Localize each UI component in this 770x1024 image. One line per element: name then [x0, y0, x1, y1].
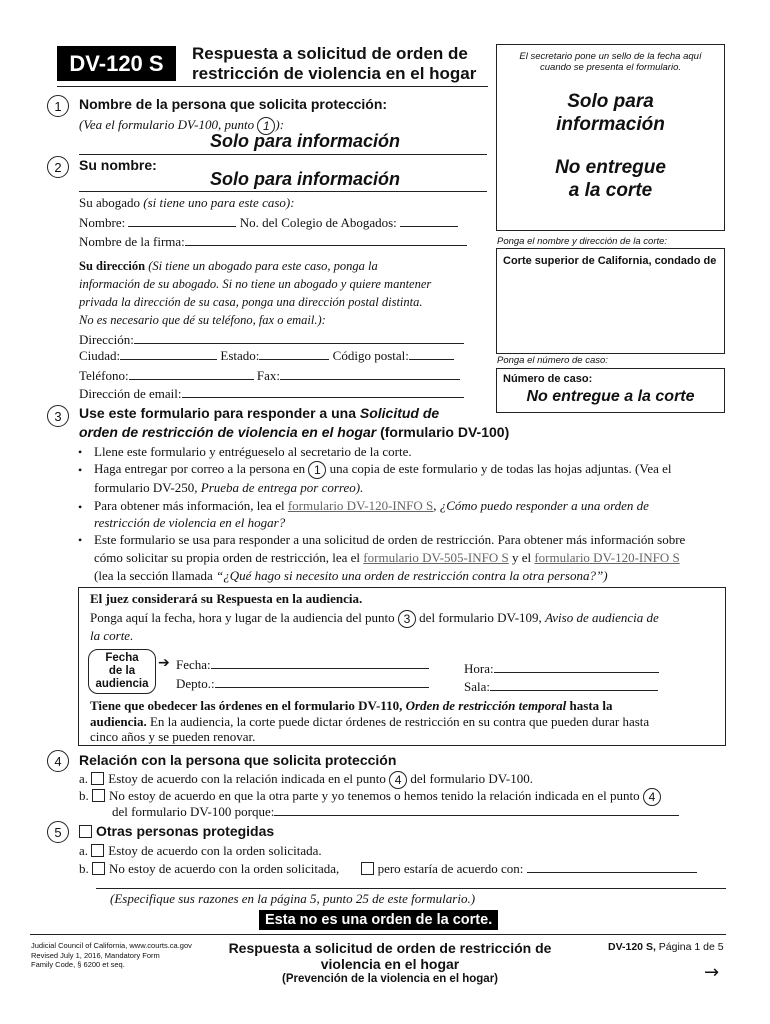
address-field[interactable] — [134, 343, 464, 344]
case-number-box[interactable] — [496, 368, 725, 413]
item-3-bullet-3-cont: restricción de violencia en el hogar? — [94, 515, 286, 530]
address-row: Dirección: — [79, 331, 464, 348]
item-3-title-line1: Use este formulario para responder a una Solicitud de — [79, 405, 440, 421]
form-title-line1: Respuesta a solicitud de orden de — [192, 44, 468, 63]
item-3-number: 3 — [47, 405, 69, 427]
item-4b-reason-field[interactable] — [274, 815, 679, 816]
item-3-bullet-4-cont: cómo solicitar su propia orden de restricción, lea el formulario DV-505-INFO S y el formulario DV-120-INFO S — [94, 550, 680, 565]
hearing-room-row: Sala: — [464, 678, 658, 695]
item-5-specify: (Especifique sus razones en la página 5, punto 25 de este formulario.) — [110, 891, 476, 906]
address-note-line2: información de su abogado. Si no tiene un abogado y quiere mantener — [79, 277, 432, 291]
item-3-bullet-4-cont2: (lea la sección llamada “¿Qué hago si necesito una orden de restricción contra la otra persona?”) — [94, 568, 608, 583]
court-box[interactable] — [496, 248, 725, 354]
case-box-label: Ponga el número de caso: — [497, 355, 608, 366]
item-5-checkbox[interactable] — [79, 825, 92, 838]
item-3-bullet-3: Para obtener más información, lea el formulario DV-120-INFO S, ¿Cómo puedo responder a una orden de — [94, 498, 649, 513]
item-4-title: Relación con la persona que solicita protección — [79, 752, 397, 768]
address-section-title: Su dirección (Si tiene un abogado para este caso, ponga la — [79, 259, 378, 273]
item-5-title: Otras personas protegidas — [79, 823, 274, 839]
city-field[interactable] — [120, 359, 217, 360]
dv-505-info-link[interactable]: formulario DV-505-INFO S — [363, 550, 509, 565]
arrow-icon: ➔ — [158, 655, 170, 671]
item-2-number: 2 — [47, 156, 69, 178]
firm-name-row: Nombre de la firma: — [79, 233, 467, 250]
hearing-box-line1: Ponga aquí la fecha, hora y lugar de la audiencia del punto 3 del formulario DV-109, Aviso de audiencia de — [90, 609, 659, 628]
clerk-stamp-box — [496, 44, 725, 231]
city-row: Ciudad: Estado: Código postal: — [79, 347, 454, 364]
item-1-value[interactable]: Solo para información — [210, 131, 401, 151]
item-1-number: 1 — [47, 95, 69, 117]
dv-120-info-link-2[interactable]: formulario DV-120-INFO S — [534, 550, 680, 565]
phone-row: Teléfono: Fax: — [79, 367, 460, 384]
item-2-title: Su nombre: — [79, 157, 157, 173]
item-4-number: 4 — [47, 750, 69, 772]
hearing-date-row: Fecha: — [176, 656, 429, 673]
form-title-line2: restricción de violencia en el hogar — [192, 64, 477, 83]
item-1-title: Nombre de la persona que solicita protección: — [79, 96, 388, 112]
footer-left: Judicial Council of California, www.courts.ca.gov Revised July 1, 2016, Mandatory Form Family Code, § 6200 et seq. — [31, 941, 192, 969]
item-3-bullet-4: Este formulario se usa para responder a una solicitud de orden de restricción. Para obtener más información sobre — [94, 532, 686, 547]
phone-field[interactable] — [129, 379, 254, 380]
hearing-box-title: El juez considerará su Respuesta en la audiencia. — [90, 591, 363, 606]
item-5-number: 5 — [47, 821, 69, 843]
obey-line3: cinco años y se pueden renovar. — [90, 729, 256, 744]
item-3-title-line2: orden de restricción de violencia en el hogar (formulario DV-100) — [79, 424, 510, 440]
state-field[interactable] — [259, 359, 329, 360]
hearing-date-field[interactable] — [211, 668, 429, 669]
item-2-value[interactable]: Solo para información — [210, 169, 401, 189]
item-5b-alt-field[interactable] — [527, 872, 697, 873]
obey-line1: Tiene que obedecer las órdenes en el formulario DV-110, Orden de restricción temporal hasta la — [90, 698, 613, 713]
hearing-box-line2: la corte. — [90, 628, 134, 643]
address-note-line3: privada la dirección de su casa, ponga una dirección postal distinta. — [79, 295, 423, 309]
hearing-dept-row: Depto.: — [176, 675, 429, 692]
item-5b-checkbox[interactable] — [92, 862, 105, 875]
lawyer-name-field[interactable] — [128, 226, 236, 227]
item-5-a: a. Estoy de acuerdo con la orden solicitada. — [79, 843, 322, 858]
item-3-bullet-2: Haga entregar por correo a la persona en 1 una copia de este formulario y de todas las hojas adjuntas. (Vea el — [94, 460, 672, 479]
hearing-room-field[interactable] — [490, 690, 658, 691]
lawyer-label: Su abogado (si tiene uno para este caso): — [79, 195, 295, 210]
email-row: Dirección de email: — [79, 385, 464, 402]
footer-title: Respuesta a solicitud de orden de restricción de violencia en el hogar — [228, 940, 552, 972]
item-5a-checkbox[interactable] — [91, 844, 104, 857]
email-field[interactable] — [182, 397, 464, 398]
footer-page: DV-120 S, Página 1 de 5 — [608, 941, 724, 953]
next-page-arrow-icon: → — [704, 962, 720, 983]
address-note-line4: No es necesario que dé su teléfono, fax o email.): — [79, 313, 326, 327]
zip-field[interactable] — [409, 359, 454, 360]
item-1-note: (Vea el formulario DV-100, punto 1 ): — [79, 116, 284, 135]
item-4-b-cont: del formulario DV-100 porque: — [112, 803, 679, 820]
obey-line2: audiencia. En la audiencia, la corte puede dictar órdenes de restricción en su contra que pueden durar hasta — [90, 714, 650, 729]
case-number-value: No entregue a la corte — [526, 388, 695, 405]
lawyer-name-row: Nombre: No. del Colegio de Abogados: — [79, 214, 458, 231]
case-number-label: Número de caso: — [503, 373, 593, 385]
hearing-date-badge: Fecha de la audiencia — [88, 649, 156, 694]
item-5-b: b. No estoy de acuerdo con la orden solicitada, pero estaría de acuerdo con: — [79, 860, 697, 877]
court-box-value: Corte superior de California, condado de — [503, 255, 717, 267]
item-3-bullet-1: Llene este formulario y entrégueselo al secretario de la corte. — [94, 444, 412, 459]
item-5b-alt-checkbox[interactable] — [361, 862, 374, 875]
firm-name-field[interactable] — [185, 245, 467, 246]
item-4-a: a. Estoy de acuerdo con la relación indicada en el punto 4 del formulario DV-100. — [79, 770, 533, 789]
hearing-dept-field[interactable] — [215, 687, 429, 688]
item-4a-checkbox[interactable] — [91, 772, 104, 785]
not-court-order-banner: Esta no es una orden de la corte. — [259, 910, 498, 930]
item-3-bullet-2-cont: formulario DV-250, Prueba de entrega por correo). — [94, 480, 364, 495]
no-deliver-stamp: No entregue a la corte — [555, 157, 666, 201]
form-id-badge: DV-120 S — [57, 46, 176, 81]
fax-field[interactable] — [280, 379, 460, 380]
clerk-stamp-note: El secretario pone un sello de la fecha aquí cuando se presenta el formulario. — [519, 51, 702, 73]
footer-subtitle: (Prevención de la violencia en el hogar) — [281, 973, 498, 985]
item-4b-checkbox[interactable] — [92, 789, 105, 802]
hearing-time-row: Hora: — [464, 660, 659, 677]
bar-number-field[interactable] — [400, 226, 458, 227]
item-4-b: b. No estoy de acuerdo en que la otra parte y yo tenemos o hemos tenido la relación indicada en el punto 4 — [79, 787, 661, 806]
court-box-label: Ponga el nombre y dirección de la corte: — [497, 236, 668, 247]
dv-120-info-link[interactable]: formulario DV-120-INFO S — [287, 498, 434, 513]
info-only-stamp: Solo para información — [556, 91, 665, 135]
hearing-time-field[interactable] — [494, 672, 659, 673]
